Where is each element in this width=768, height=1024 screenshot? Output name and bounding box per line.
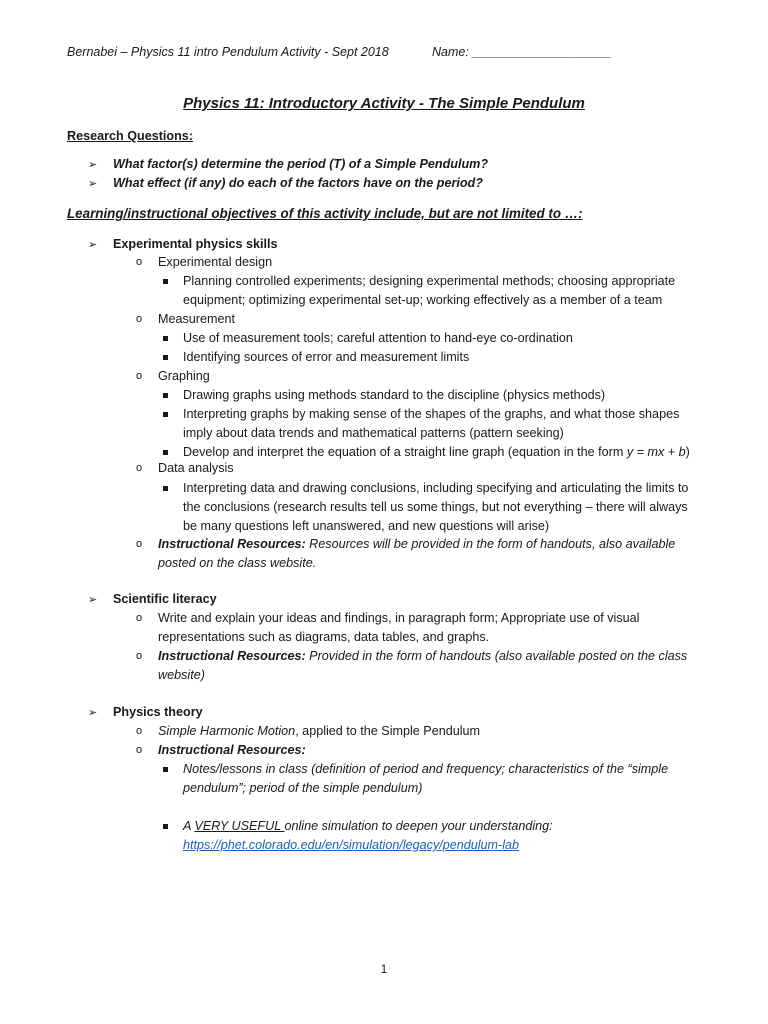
graphing-bullet-3: [183, 443, 690, 462]
circle-bullet-icon: o: [136, 370, 143, 382]
resources-text: Provided in the form of handouts (also available posted on the class: [305, 649, 688, 663]
arrow-bullet-icon: ➢: [88, 239, 98, 251]
graphing-bullet-2-line-2: imply about data trends and mathematical patterns (pattern seeking): [183, 426, 564, 440]
page-number: 1: [380, 962, 388, 976]
literacy-resources: [158, 647, 687, 666]
literacy-item-line-1: Write and explain your ideas and findings, in paragraph form; Appropriate use of visual: [158, 611, 640, 625]
design-bullet-line-1: Planning controlled experiments; designing experimental methods; choosing appropriate: [183, 274, 676, 288]
square-bullet-icon: [163, 824, 168, 829]
square-bullet-icon: [163, 412, 168, 417]
arrow-bullet-icon: ➢: [88, 178, 98, 190]
simulation-link[interactable]: https://phet.colorado.edu/en/simulation/legacy/pendulum-lab: [183, 838, 520, 852]
header-name-field: Name: ____________________: [432, 45, 612, 59]
notes-bullet-line-2: pendulum”; period of the simple pendulum): [183, 781, 423, 795]
analysis-item: Data analysis: [158, 461, 234, 475]
arrow-bullet-icon: ➢: [88, 707, 98, 719]
resources-label: Instructional Resources:: [158, 649, 306, 663]
square-bullet-icon: [163, 355, 168, 360]
literacy-resources-line-2: website): [158, 668, 205, 682]
square-bullet-icon: [163, 279, 168, 284]
analysis-bullet-line-3: be many questions left unanswered, and new questions will arise): [183, 519, 550, 533]
circle-bullet-icon: o: [136, 744, 143, 756]
square-bullet-icon: [163, 486, 168, 491]
arrow-bullet-icon: ➢: [88, 594, 98, 606]
analysis-bullet-line-1: Interpreting data and drawing conclusions, including specifying and articulating the limits to: [183, 481, 689, 495]
header-course: Bernabei – Physics 11 intro Pendulum Activity - Sept 2018: [67, 45, 389, 59]
theory-resources-label: Instructional Resources:: [158, 743, 306, 757]
page-header: [67, 45, 612, 59]
circle-bullet-icon: o: [136, 313, 143, 325]
simulation-text-b: online simulation to deepen your understanding:: [284, 819, 553, 833]
circle-bullet-icon: o: [136, 538, 143, 550]
circle-bullet-icon: o: [136, 256, 143, 268]
shm-text: , applied to the Simple Pendulum: [295, 724, 481, 738]
measurement-bullet-1: Use of measurement tools; careful attention to hand-eye co-ordination: [183, 331, 573, 345]
experimental-resources: [158, 535, 675, 554]
square-bullet-icon: [163, 767, 168, 772]
square-bullet-icon: [163, 393, 168, 398]
circle-bullet-icon: o: [136, 612, 143, 624]
resources-text: Resources will be provided in the form of handouts, also available: [305, 537, 676, 551]
shm-item: [158, 722, 480, 741]
graphing-bullet-3-close: ): [685, 445, 690, 459]
very-useful-emphasis: VERY USEFUL: [194, 819, 285, 833]
measurement-item: Measurement: [158, 312, 235, 326]
experimental-resources-line-2: posted on the class website.: [158, 556, 317, 570]
experimental-heading: Experimental physics skills: [113, 237, 278, 251]
measurement-bullet-2: Identifying sources of error and measurement limits: [183, 350, 470, 364]
line-equation: y = mx + b: [626, 445, 686, 459]
literacy-heading: Scientific literacy: [113, 592, 217, 606]
literacy-item-line-2: representations such as diagrams, data tables, and graphs.: [158, 630, 490, 644]
arrow-bullet-icon: ➢: [88, 159, 98, 171]
analysis-bullet-line-2: the conclusions (research results tell us some things, but not everything – there will always: [183, 500, 688, 514]
circle-bullet-icon: o: [136, 462, 143, 474]
research-heading: Research Questions:: [67, 129, 193, 143]
research-question-1: What factor(s) determine the period (T) of a Simple Pendulum?: [113, 157, 489, 171]
simulation-text-a: A: [183, 819, 195, 833]
design-bullet-line-2: equipment; optimizing experimental set-up; working effectively as a member of a team: [183, 293, 663, 307]
graphing-item: Graphing: [158, 369, 210, 383]
graphing-bullet-3-text: Develop and interpret the equation of a straight line graph (equation in the form: [183, 445, 627, 459]
research-question-2: What effect (if any) do each of the factors have on the period?: [113, 176, 483, 190]
graphing-bullet-2-line-1: Interpreting graphs by making sense of the shapes of the graphs, and what those shapes: [183, 407, 680, 421]
design-item: Experimental design: [158, 255, 273, 269]
simulation-bullet: [183, 817, 553, 836]
resources-label: Instructional Resources:: [158, 537, 306, 551]
theory-heading: Physics theory: [113, 705, 203, 719]
square-bullet-icon: [163, 336, 168, 341]
objectives-heading: Learning/instructional objectives of this activity include, but are not limited to …:: [67, 206, 583, 221]
circle-bullet-icon: o: [136, 725, 143, 737]
graphing-bullet-1: Drawing graphs using methods standard to the discipline (physics methods): [183, 388, 606, 402]
notes-bullet-line-1: Notes/lessons in class (definition of period and frequency; characteristics of the “simple: [183, 762, 669, 776]
square-bullet-icon: [163, 450, 168, 455]
page-title: Physics 11: Introductory Activity - The Simple Pendulum: [183, 95, 585, 112]
circle-bullet-icon: o: [136, 650, 143, 662]
shm-term: Simple Harmonic Motion: [158, 724, 296, 738]
